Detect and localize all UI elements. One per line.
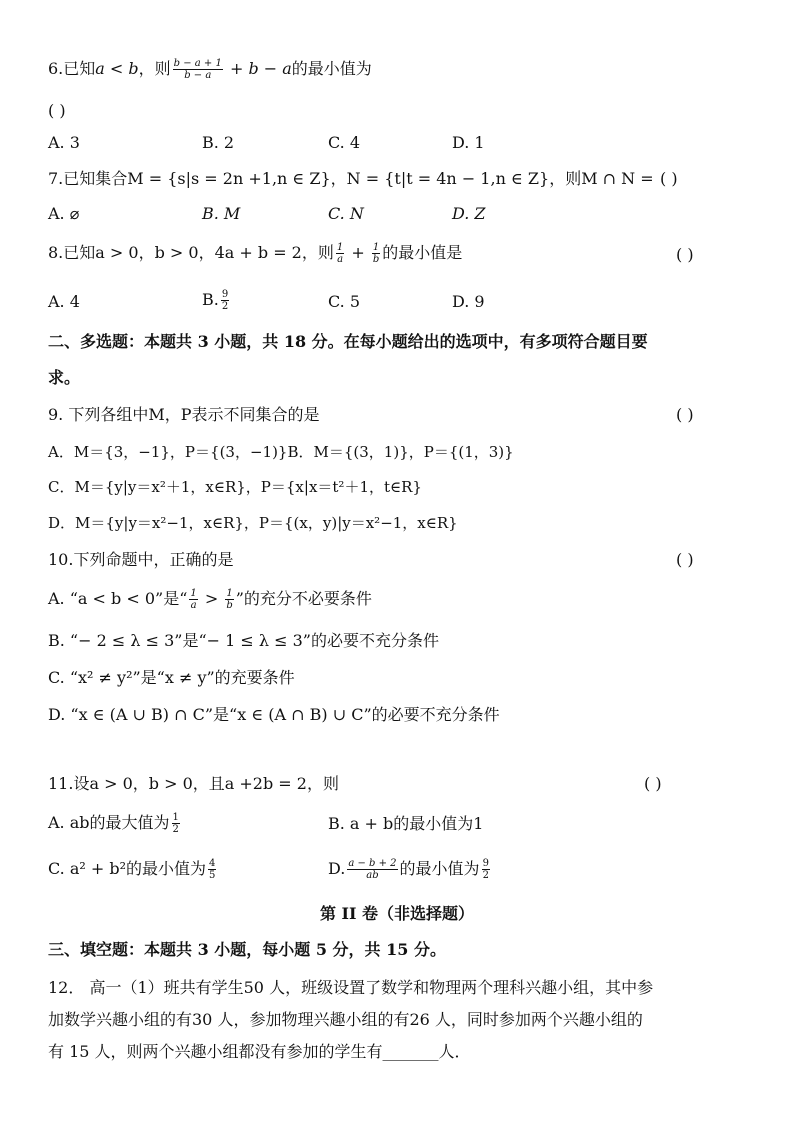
q8-option-b-fraction [221,289,229,312]
q10-option-c: C. “x² ≠ y²”是“x ≠ y”的充要条件 [48,668,295,687]
q11-option-a-den: 2 [172,824,179,835]
q7-option-d: D. Z [452,204,486,223]
q10-frac1-num: 1 [190,588,197,599]
q10-option-a-frac2 [225,588,233,611]
q8-option-d: D. 9 [452,292,485,311]
q12-line-2: 加数学兴趣小组的有30 人，参加物理兴趣小组的有26 人，同时参加两个兴趣小组的 [48,1010,643,1029]
q6-stem-post: 的最小值为 [291,59,372,78]
q11-option-c-text: C. a² + b²的最小值为 [48,859,207,878]
q11-option-c-den: 5 [209,870,216,881]
q8-option-b-den: 2 [221,301,229,312]
q11-option-d-text: 的最小值为 [399,859,480,878]
q8-option-b [202,289,231,312]
q11-option-c-num: 4 [209,858,216,869]
q9-option-d: D．M＝{y|y＝x²−1，x∈R}，P＝{(x，y)|y＝x²−1，x∈R} [48,514,458,532]
q11-option-c-fraction [208,858,216,881]
q9-answer-paren: ( ) [676,405,694,424]
q10-frac2-den: b [226,600,233,611]
q12-line-3: 有 15 人，则两个兴趣小组都没有参加的学生有_______人． [48,1042,471,1061]
q11-option-a-text: A. ab的最大值为 [48,813,170,832]
q10-option-a-post: ”的充分不必要条件 [235,589,372,608]
q6-fraction [173,58,223,81]
q11-option-d-label: D. [328,859,346,878]
q9-option-ab: A．M＝{3，−1}，P＝{(3，−1)}B．M＝{(3，1)}，P＝{(1，3)} [48,443,514,461]
q11-option-a-num: 1 [172,812,179,823]
q10-stem: 10.下列命题中，正确的是 [48,550,234,569]
section2-heading-line1: 二、多选题：本题共 3 小题，共 18 分。在每小题给出的选项中，有多项符合题目要 [48,332,648,351]
q6-expr: + b − a [224,59,292,78]
q11-option-d-expr-num: a − b + 2 [348,858,397,869]
q8-plus: + [346,243,370,262]
q11-option-d [328,858,492,881]
q10-option-a [48,588,372,611]
q10-frac1-den: a [190,600,197,611]
q10-answer-paren: ( ) [676,550,694,569]
q6-option-a: A. 3 [48,133,80,152]
q10-option-a-pre: A. “a < b < 0”是“ [48,589,188,608]
q10-option-d: D. “x ∈ (A ∪ B) ∩ C”是“x ∈ (A ∩ B) ∪ C”的必要不充分条件 [48,705,500,724]
q11-option-a-fraction [172,812,180,835]
q10-option-a-frac1 [189,588,197,611]
q8-option-a: A. 4 [48,292,80,311]
q7-option-c: C. N [328,204,364,223]
section3-heading: 三、填空题：本题共 3 小题，每小题 5 分，共 15 分。 [48,940,446,959]
q8-option-b-label: B. [202,290,219,309]
q12-line-1: 12． 高一（1）班共有学生50 人，班级设置了数学和物理两个理科兴趣小组，其中参 [48,978,654,997]
q8-stem-post: 的最小值是 [382,243,463,262]
q8-f2-den: b [372,254,380,265]
q11-option-d-num: 9 [482,858,489,869]
q8-option-b-num: 9 [221,289,229,300]
q9-option-c: C．M＝{y|y＝x²＋1，x∈R}，P＝{x|x＝t²＋1，t∈R} [48,478,422,496]
q11-option-d-expr-fraction [347,858,397,881]
q11-option-b: B. a + b的最小值为1 [328,814,484,833]
q6-option-d: D. 1 [452,133,485,152]
q6-cond: a < b [95,59,139,78]
q11-option-d-den: 2 [482,870,489,881]
q8-f1-den: a [337,254,344,265]
q6-stem-mid: ，则 [138,59,171,78]
q7-option-a: A. ⌀ [48,204,80,223]
q11-stem: 11.设a > 0，b > 0，且a +2b = 2，则 [48,774,339,793]
q6-stem-pre: 6.已知 [48,59,96,78]
q8-option-c: C. 5 [328,292,361,311]
q6-option-b: B. 2 [202,133,235,152]
q11-option-d-expr-den: ab [366,870,379,881]
q10-frac2-num: 1 [226,588,233,599]
q8-f2-num: 1 [372,242,380,253]
q8-fraction-2 [372,242,380,265]
q12-paragraph [48,972,748,1068]
q11-option-a [48,812,182,835]
part2-title: 第 II 卷（非选择题） [319,904,475,923]
q11-option-d-fraction [482,858,490,881]
q7-stem: 7.已知集合M = {s|s = 2n +1,n ∈ Z}，N = {t|t = 4n − 1,n ∈ Z}，则M ∩ N = [48,169,654,188]
q6-stem [48,58,372,81]
q8-fraction-1 [336,242,344,265]
q7-answer-paren: ( ) [660,169,678,188]
q8-f1-num: 1 [336,242,344,253]
q11-option-c [48,858,218,881]
q8-answer-paren: ( ) [676,245,694,264]
q8-stem [48,242,462,265]
q10-option-a-gt: > [199,589,224,608]
q6-option-c: C. 4 [328,133,361,152]
q6-frac-den: b − a [184,70,212,81]
q8-stem-pre: 8.已知a > 0，b > 0，4a + b = 2，则 [48,243,334,262]
q9-stem: 9. 下列各组中M，P表示不同集合的是 [48,405,320,424]
q6-answer-paren: ( ) [48,101,66,120]
q10-option-b: B. “− 2 ≤ λ ≤ 3”是“− 1 ≤ λ ≤ 3”的必要不充分条件 [48,631,439,650]
q6-frac-num: b − a + 1 [173,58,222,69]
q7-option-b: B. M [202,204,241,223]
section2-heading-line2: 求。 [48,368,81,387]
q11-answer-paren: ( ) [644,774,662,793]
